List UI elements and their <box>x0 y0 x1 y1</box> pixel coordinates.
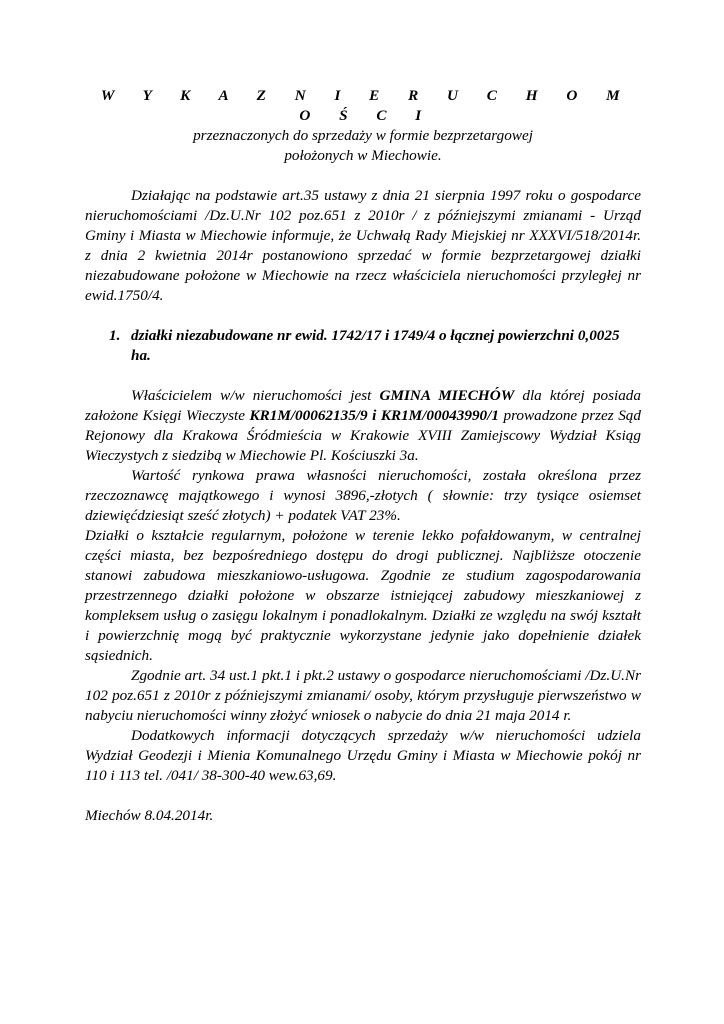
value-paragraph: Wartość rynkowa prawa własności nieruchomości, została określona przez rzeczoznawcę majątkowego i wynosi 3896,-złotych ( słownie: trzy tysiące osiemset dziewięćdziesiąt sześć złotych) + podatek VAT 23%. <box>85 467 641 524</box>
owner-paragraph <box>85 386 641 466</box>
date-line: Miechów 8.04.2014r. <box>85 807 214 824</box>
subtitle-line-2: położonych w Miechowie. <box>284 147 442 164</box>
document-title: W Y K A Z N I E R U C H O M O Ś C I <box>100 87 626 124</box>
priority-paragraph: Zgodnie art. 34 ust.1 pkt.1 i pkt.2 ustawy o gospodarce nieruchomościami /Dz.U.Nr 102 poz.651 z 2010r z późniejszymi zmianami/ osoby, którym przysługuje pierwszeństwo w nabyciu nieruchomości winny złożyć wniosek o nabycie do dnia 21 maja 2014 r. <box>85 667 641 724</box>
land-register-2: KR1M/00043990/1 <box>380 407 499 424</box>
owner-middle: dla której posiada założone Księgi Wieczyste <box>85 387 641 424</box>
owner-name: GMINA MIECHÓW <box>379 387 515 404</box>
list-item <box>109 326 641 366</box>
contact-paragraph: Dodatkowych informacji dotyczących sprzedaży w/w nieruchomości udziela Wydział Geodezji i Mienia Komunalnego Urzędu Gminy i Miasta w Miechowie pokój nr 110 i 113 tel. /041/ 38-300-40 wew.63,69. <box>85 727 641 784</box>
intro-paragraph: Działając na podstawie art.35 ustawy z dnia 21 sierpnia 1997 roku o gospodarce nieruchomościami /Dz.U.Nr 102 poz.651 z 2010r / z późniejszymi zmianami - Urząd Gminy i Miasta w Miechowie informuje, że Uchwałą Rady Miejskiej nr XXXVI/518/2014r. z dnia 2 kwietnia 2014r postanowiono sprzedać w formie bezprzetargowej działki niezabudowane położone w Miechowie na rzecz właściciela nieruchomości przyległej nr ewid.1750/4. <box>85 187 641 304</box>
land-register-1: KR1M/00062135/9 <box>249 407 368 424</box>
owner-suffix: prowadzone przez Sąd Rejonowy dla Krakowa Śródmieścia w Krakowie XVIII Zamiejscowy Wydział Ksiąg Wieczystych z siedzibą w Miechowie Pl. Kościuszki 3a. <box>85 407 641 464</box>
owner-and: i <box>367 407 381 424</box>
header <box>85 86 641 166</box>
list-item-text: działki niezabudowane nr ewid. 1742/17 i 1749/4 o łącznej powierzchni 0,0025 ha. <box>131 327 620 364</box>
subtitle-line-1: przeznaczonych do sprzedaży w formie bezprzetargowej <box>193 127 533 144</box>
list-item-number: 1. <box>109 327 121 344</box>
owner-prefix: Właścicielem w/w nieruchomości jest <box>131 387 380 404</box>
document-page <box>85 86 641 826</box>
description-paragraph: Działki o kształcie regularnym, położone w terenie lekko pofałdowanym, w centralnej części miasta, bez bezpośredniego dostępu do drogi publicznej. Najbliższe otoczenie stanowi zabudowa mieszkaniowo-usługowa. Zgodnie ze studium zagospodarowania przestrzennego działki położone w obszarze istniejącej zabudowy mieszkaniowej z kompleksem usług o zasięgu lokalnym i ponadlokalnym. Działki ze względu na swój kształt i powierzchnię mogą być praktycznie wykorzystane jedynie jako dopełnienie działek sąsiednich. <box>85 527 641 664</box>
